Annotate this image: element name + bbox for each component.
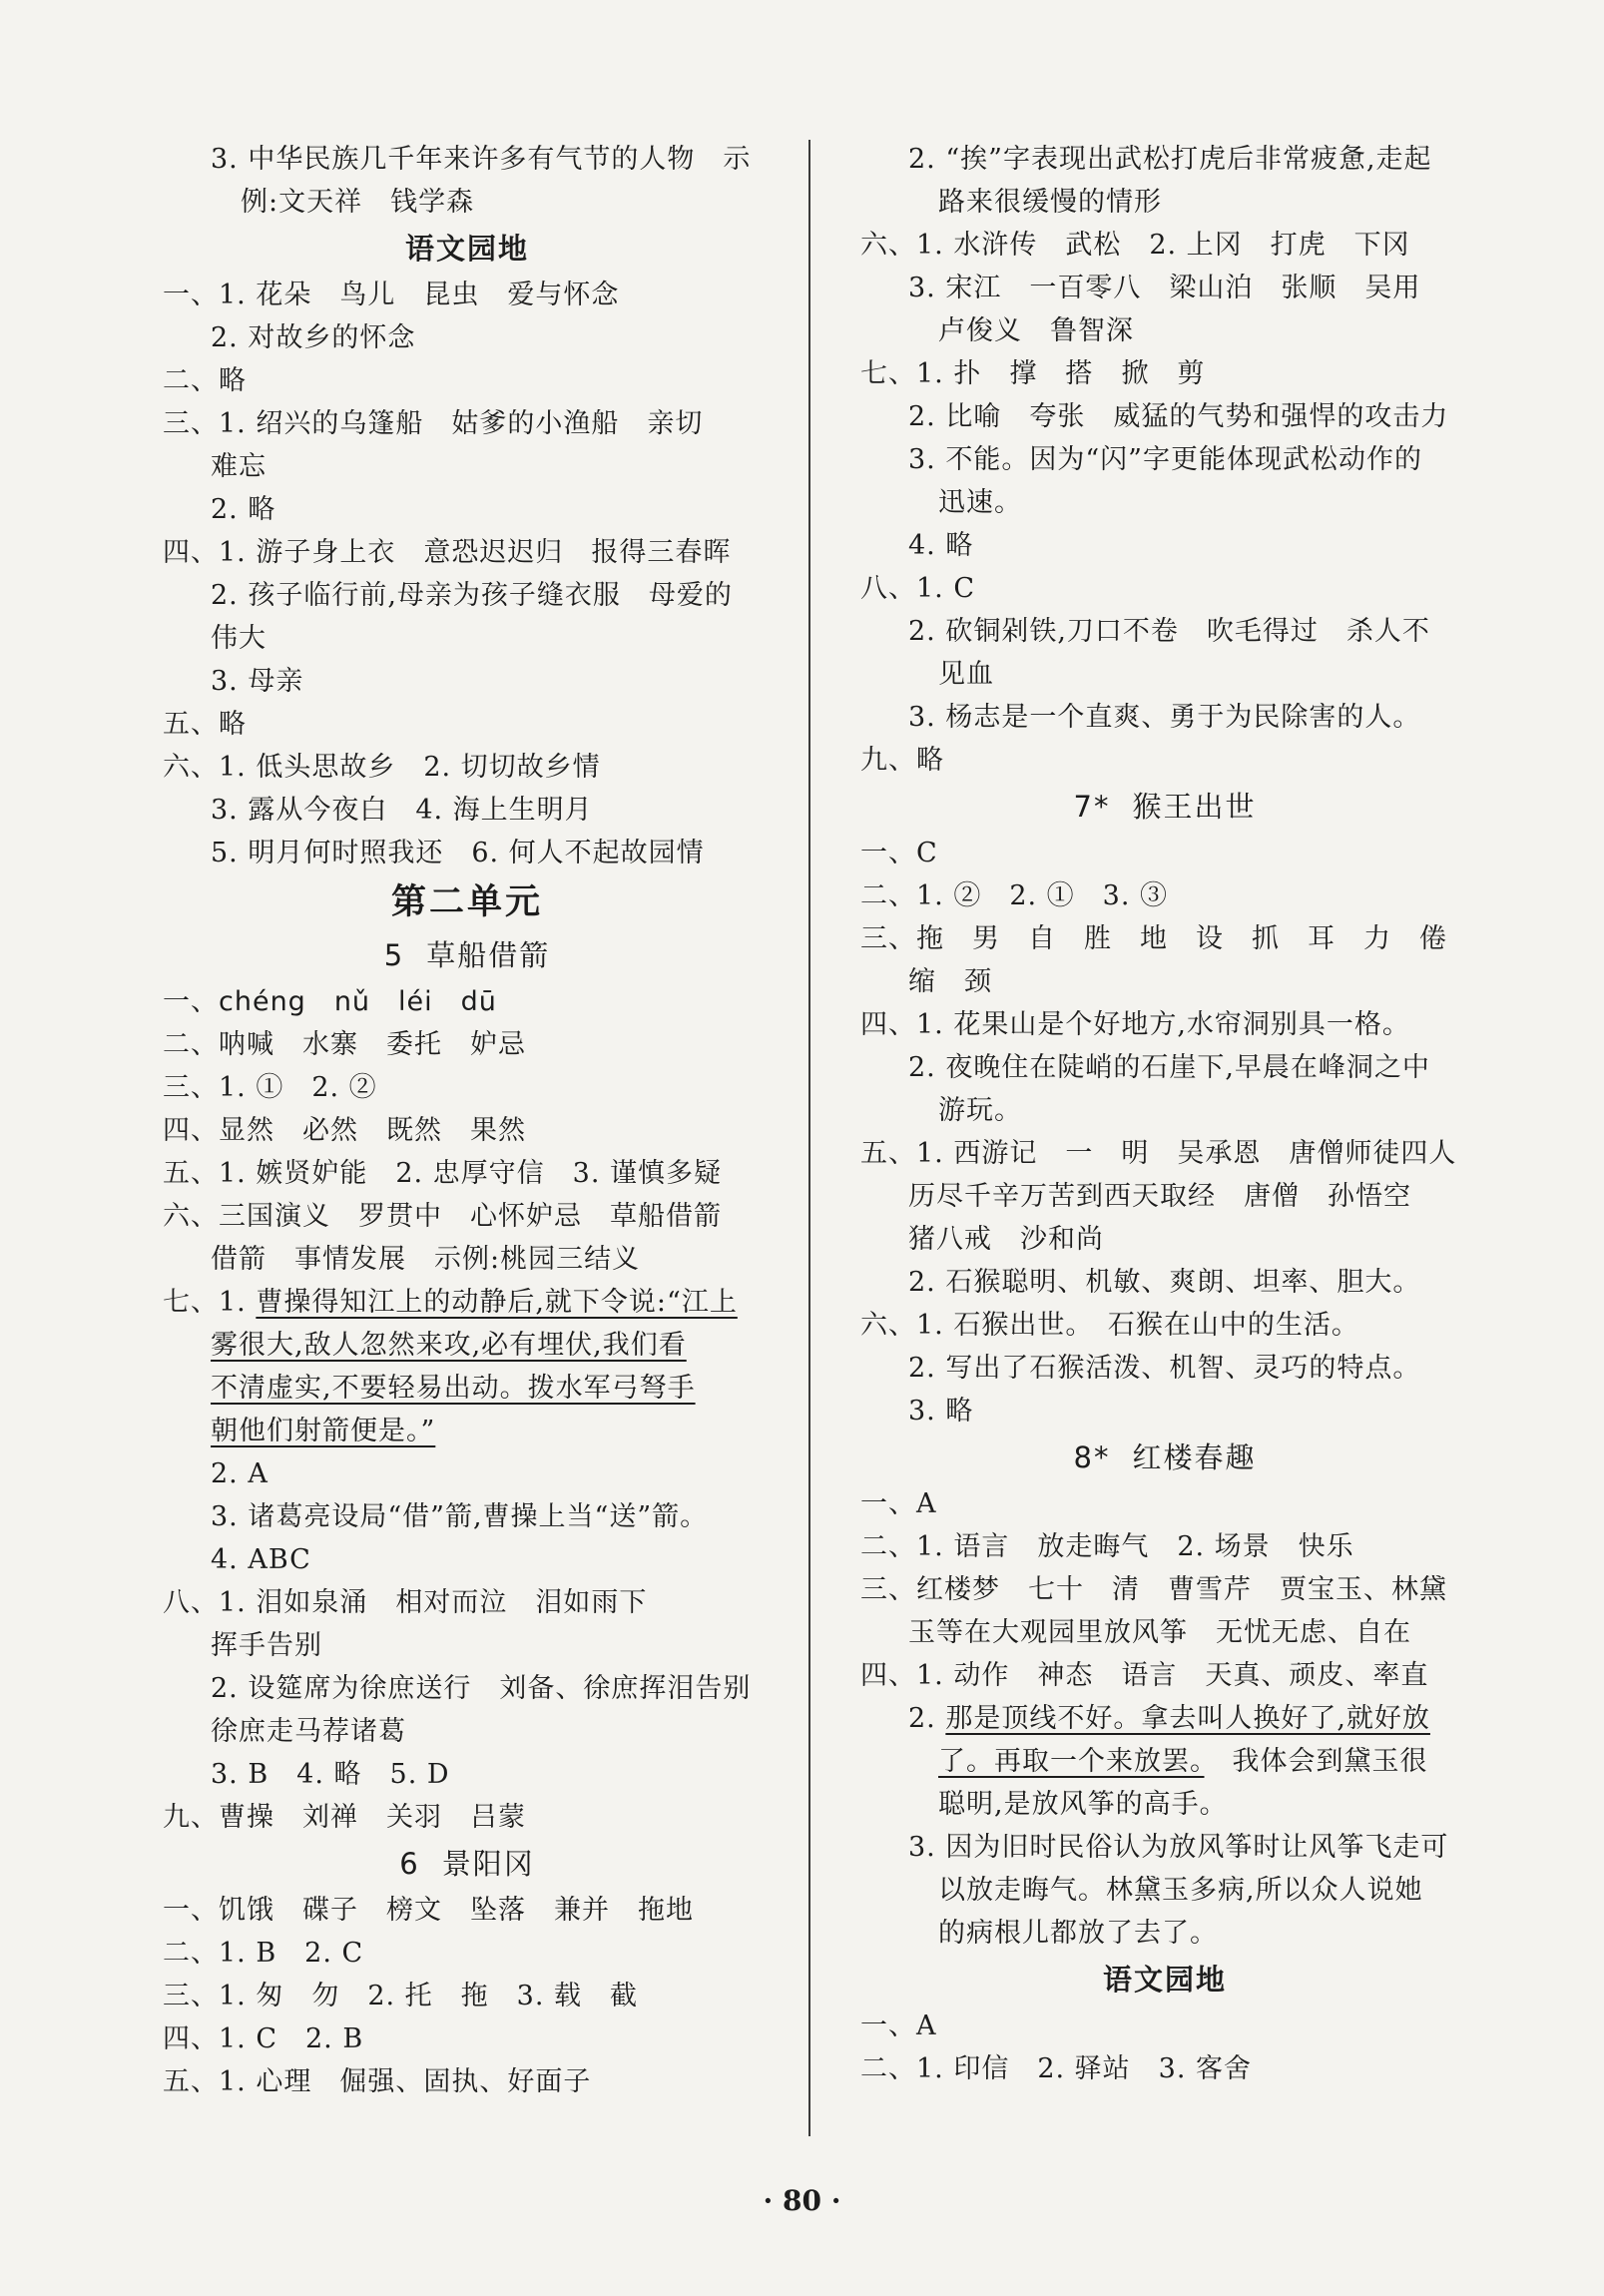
item-label: 一、 [163, 986, 219, 1017]
underlined-quote: 不清虚实,不要轻易出动。拨水军弓弩手 [211, 1373, 696, 1404]
lesson-title: 景阳冈 [441, 1847, 535, 1881]
answer-line [163, 1410, 772, 1452]
answer-line: 3. 诸葛亮设局“借”箭,曹操上当“送”箭。 [211, 1501, 709, 1532]
answer-line [163, 1324, 772, 1367]
answer-line: 2. “挨”字表现出武松打虎后非常疲惫,走起 [908, 144, 1432, 175]
answer-line: 挥手告别 [211, 1630, 322, 1661]
answer-line: 3. 宋江 一百零八 梁山泊 张顺 吴用 [908, 273, 1421, 303]
answer-line: 二、1. 印信 2. 驿站 3. 客舍 [860, 2053, 1253, 2084]
underlined-quote: 那是顶线不好。拿去叫人换好了,就好放 [945, 1703, 1430, 1734]
answer-line: 玉等在大观园里放风筝 无忧无虑、自在 [908, 1617, 1411, 1648]
answer-line: 2. 对故乡的怀念 [211, 322, 416, 353]
answer-line: 伟大 [211, 623, 267, 654]
lesson-title: 草船借箭 [426, 938, 551, 972]
answer-line: 3. 不能。因为“闪”字更能体现武松动作的 [908, 444, 1422, 475]
unit-heading: 第二单元 [390, 882, 543, 922]
lesson-heading-6 [163, 1839, 772, 1889]
section-heading-yuwen-yuandi: 语文园地 [1102, 1963, 1227, 1997]
right-column [860, 138, 1469, 2090]
lesson-heading-7 [860, 782, 1469, 832]
lesson-number: 6 [399, 1847, 420, 1881]
answer-line: 2. 孩子临行前,母亲为孩子缝衣服 母爱的 [211, 580, 733, 611]
answer-line: 借箭 事情发展 示例:桃园三结义 [211, 1244, 641, 1275]
answer-line: 见血 [938, 659, 994, 690]
lesson-number: 8* [1073, 1440, 1111, 1474]
answer-line: 5. 明月何时照我还 6. 何人不起故园情 [211, 838, 705, 868]
page-number: · 80 · [763, 2184, 841, 2217]
answer-line: 四、1. 花果山是个好地方,水帘洞别具一格。 [860, 1009, 1410, 1040]
answer-line: 2. 石猴聪明、机敏、爽朗、坦率、胆大。 [908, 1267, 1421, 1298]
answer-line: 四、1. 动作 神态 语言 天真、顽皮、率直 [860, 1660, 1429, 1691]
lesson-title: 红楼春趣 [1132, 1440, 1257, 1474]
answer-line: 四、1. 游子身上衣 意恐迟迟归 报得三春晖 [163, 537, 732, 568]
answer-line: 三、红楼梦 七十 清 曹雪芹 贾宝玉、林黛 [860, 1574, 1447, 1605]
answer-line: 八、1. 泪如泉涌 相对而泣 泪如雨下 [163, 1587, 648, 1618]
answer-line: 3. 因为旧时民俗认为放风筝时让风筝飞走可 [908, 1832, 1449, 1863]
answer-line: 七、1. 扑 撑 搭 掀 剪 [860, 358, 1206, 389]
answer-line: 徐庶走马荐诸葛 [211, 1716, 406, 1747]
answer-line: 3. B 4. 略 5. D [211, 1759, 450, 1790]
answer-line: 4. 略 [908, 530, 974, 561]
lesson-heading-8 [860, 1433, 1469, 1482]
answer-line: 二、1. B 2. C [163, 1938, 364, 1969]
answer-line: 迅速。 [938, 487, 1022, 518]
item-label: 七、1. [163, 1287, 257, 1318]
answer-line: 一、A [860, 2010, 937, 2041]
answer-line: 3. 露从今夜白 4. 海上生明月 [211, 795, 593, 826]
section-heading-yuwen-yuandi: 语文园地 [404, 232, 529, 266]
answer-line [163, 1281, 772, 1324]
answer-line: 2. 砍铜剁铁,刀口不卷 吹毛得过 杀人不 [908, 616, 1430, 647]
answer-line: 4. ABC [211, 1544, 311, 1575]
answer-line: 缩 颈 [908, 966, 992, 997]
answer-line: 三、1. 绍兴的乌篷船 姑爹的小渔船 亲切 [163, 408, 704, 439]
answer-line: 二、1. ② 2. ① 3. ③ [860, 880, 1169, 911]
answer-line: 2. 比喻 夸张 威猛的气势和强悍的攻击力 [908, 401, 1449, 432]
answer-line: 难忘 [211, 451, 267, 482]
lesson-title: 猴王出世 [1132, 790, 1257, 824]
answer-line [860, 1697, 1469, 1740]
answer-line: 聪明,是放风筝的高手。 [938, 1789, 1228, 1820]
answer-line: 3. 母亲 [211, 666, 304, 697]
underlined-quote: 了。再取一个来放罢。 [938, 1746, 1205, 1777]
answer-line: 五、1. 嫉贤妒能 2. 忠厚守信 3. 谨慎多疑 [163, 1158, 723, 1189]
answer-line: 2. A [211, 1458, 268, 1489]
answer-line: 例:文天祥 钱学森 [241, 187, 475, 218]
answer-line: 三、拖 男 自 胜 地 设 抓 耳 力 倦 [860, 923, 1447, 954]
answer-line: 一、1. 花朵 鸟儿 昆虫 爱与怀念 [163, 280, 620, 310]
column-divider [808, 140, 810, 2136]
answer-line: 四、1. C 2. B [163, 2023, 364, 2054]
answer-line: 六、1. 水浒传 武松 2. 上冈 打虎 下冈 [860, 230, 1410, 261]
answer-line: 五、1. 西游记 一 明 吴承恩 唐僧师徒四人 [860, 1138, 1457, 1169]
answer-line: 四、显然 必然 既然 果然 [163, 1115, 526, 1146]
answer-text: 我体会到黛玉很 [1204, 1746, 1428, 1777]
answer-line [163, 1367, 772, 1410]
pinyin-answer: chéng nǔ léi dū [219, 986, 497, 1017]
underlined-quote: 雾很大,敌人忽然来攻,必有埋伏,我们看 [211, 1330, 687, 1361]
answer-line: 九、略 [860, 745, 944, 776]
lesson-number: 5 [383, 938, 405, 972]
answer-line: 五、1. 心理 倔强、固执、好面子 [163, 2066, 592, 2097]
answer-line: 二、略 [163, 365, 247, 396]
answer-line: 六、1. 石猴出世。 石猴在山中的生活。 [860, 1310, 1359, 1341]
answer-line: 2. 设筵席为徐庶送行 刘备、徐庶挥泪告别 [211, 1673, 752, 1704]
answer-line: 一、饥饿 碟子 榜文 坠落 兼并 拖地 [163, 1895, 694, 1926]
underlined-quote: 朝他们射箭便是。” [211, 1416, 436, 1446]
answer-line: 二、呐喊 水寨 委托 妒忌 [163, 1029, 526, 1060]
left-column [163, 138, 772, 2103]
answer-line: 六、1. 低头思故乡 2. 切切故乡情 [163, 752, 601, 783]
answer-line: 2. 夜晚住在陡峭的石崖下,早晨在峰洞之中 [908, 1052, 1430, 1083]
answer-line [163, 980, 772, 1023]
answer-line: 3. 杨志是一个直爽、勇于为民除害的人。 [908, 702, 1421, 733]
answer-line: 一、C [860, 838, 938, 868]
answer-line: 卢俊义 鲁智深 [938, 315, 1134, 346]
answer-line: 路来很缓慢的情形 [938, 187, 1162, 218]
answer-line: 的病根儿都放了去了。 [938, 1918, 1218, 1949]
answer-line: 九、曹操 刘禅 关羽 吕蒙 [163, 1802, 526, 1833]
answer-line [860, 1740, 1469, 1783]
lesson-number: 7* [1073, 790, 1111, 824]
answer-line: 一、A [860, 1488, 937, 1519]
answer-line: 2. 略 [211, 494, 276, 525]
answer-line: 八、1. C [860, 573, 976, 604]
item-label: 2. [908, 1703, 946, 1734]
answer-line: 3. 中华民族几千年来许多有气节的人物 示 [211, 144, 752, 175]
answer-line: 以放走晦气。林黛玉多病,所以众人说她 [938, 1875, 1423, 1906]
underlined-quote: 曹操得知江上的动静后,就下令说:“江上 [256, 1287, 738, 1318]
answer-line: 五、略 [163, 709, 247, 740]
answer-line: 历尽千辛万苦到西天取经 唐僧 孙悟空 [908, 1181, 1411, 1212]
answer-line: 三、1. 匆 勿 2. 托 拖 3. 载 截 [163, 1981, 639, 2011]
answer-line: 3. 略 [908, 1396, 974, 1427]
answer-line: 猪八戒 沙和尚 [908, 1224, 1104, 1255]
lesson-heading-5 [163, 930, 772, 980]
answer-line: 2. 写出了石猴活泼、机智、灵巧的特点。 [908, 1353, 1421, 1384]
answer-line: 游玩。 [938, 1095, 1022, 1126]
answer-line: 六、三国演义 罗贯中 心怀妒忌 草船借箭 [163, 1201, 722, 1232]
answer-line: 二、1. 语言 放走晦气 2. 场景 快乐 [860, 1531, 1354, 1562]
answer-line: 三、1. ① 2. ② [163, 1072, 377, 1103]
